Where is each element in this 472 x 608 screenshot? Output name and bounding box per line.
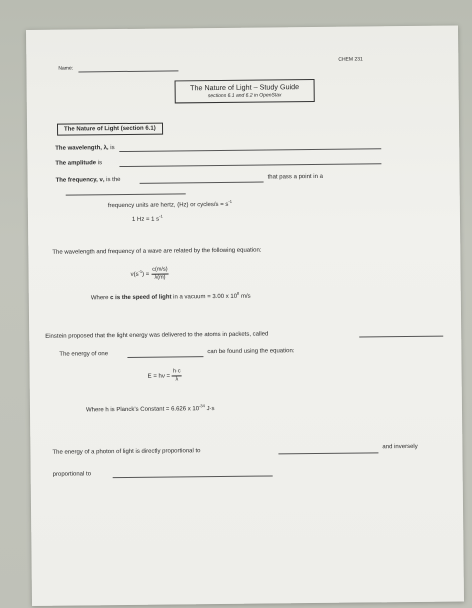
energy-equation: E = hν = $\frac{h\cdot c}{\lambda}$ — [147, 368, 181, 383]
energy-one-prompt: The energy of one — [59, 351, 109, 358]
wave-equation-numerator: c(m/s) — [151, 267, 168, 275]
wavelength-prompt: The wavelength, λ, is — [55, 145, 115, 152]
inversely-text: and inversely — [382, 443, 418, 451]
name-label: Name: — [58, 65, 74, 72]
amplitude-blank — [119, 163, 381, 167]
proportional-to-text: proportional to — [52, 471, 92, 478]
title-box — [175, 79, 315, 103]
frequency-blank-2 — [66, 193, 186, 195]
frequency-after-text: that pass a point in a — [267, 173, 323, 181]
inversely-blank — [113, 475, 273, 478]
energy-found-text: can be found using the equation: — [207, 348, 295, 356]
wave-equation-denominator: λ(m) — [154, 274, 166, 281]
frequency-prompt: The frequency, ν, is the — [55, 177, 121, 184]
frequency-blank-1 — [140, 182, 264, 184]
page-subtitle: sections 6.1 and 6.2 in OpenStax — [207, 92, 282, 100]
relation-statement: The wavelength and frequency of a wave are related by the following equation: — [52, 247, 262, 256]
einstein-statement: Einstein proposed that the light energy was delivered to the atoms in packets, called — [45, 331, 269, 340]
worksheet-page — [26, 25, 464, 605]
course-label: CHEM 231 — [338, 56, 363, 63]
directly-blank — [278, 452, 378, 454]
amplitude-prompt: The amplitude is — [55, 160, 103, 167]
packets-blank — [359, 336, 443, 338]
wave-equation: $\nu(s^{-1})$ = $\frac{c(m/s)}{\lambda(m)}$ — [130, 266, 168, 281]
energy-equation-numerator: h·c — [172, 368, 182, 376]
speed-of-light-note: Where c is the speed of light in a vacuum = 3.00 x $10^8$ m/s — [90, 290, 251, 302]
energy-equation-denominator: λ — [175, 376, 179, 383]
energy-one-blank — [127, 356, 203, 358]
frequency-units-note: frequency units are hertz, (Hz) or cycles/s = $s^{-1}$ — [107, 198, 232, 210]
hertz-definition: 1 Hz = 1 $s^{-1}$ — [131, 213, 163, 223]
photon-energy-prompt: The energy of a photon of light is directly proportional to — [52, 448, 201, 456]
planck-constant-note: Where h is Planck’s Constant = 6.626 x $10^{-34}$ J·s — [85, 403, 215, 414]
page-title: The Nature of Light – Study Guide — [190, 82, 300, 93]
wavelength-blank — [119, 148, 381, 152]
section-heading: The Nature of Light (section 6.1) — [57, 123, 163, 136]
name-blank — [78, 70, 178, 72]
